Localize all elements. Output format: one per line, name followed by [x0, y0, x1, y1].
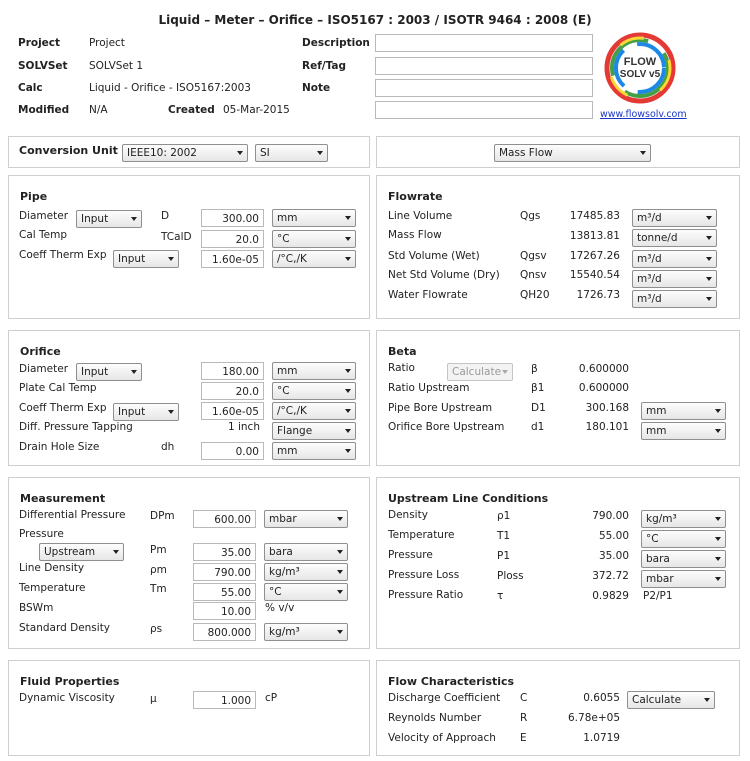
- chevron-down-icon: [640, 151, 646, 155]
- orifice-diameter-label: Diameter: [19, 363, 69, 375]
- beta-ratio-up-label: Ratio Upstream: [388, 382, 470, 394]
- unit-system-value: SI: [260, 147, 270, 159]
- created-value: 05-Mar-2015: [223, 104, 290, 116]
- beta-orifice-bore-symbol: d1: [531, 421, 545, 433]
- beta-ratio-up-value: 0.600000: [578, 382, 629, 394]
- measurement-std-density-input[interactable]: 800.000: [193, 623, 256, 641]
- beta-title: Beta: [388, 345, 417, 358]
- flowrate-line-volume-value: 17485.83: [569, 210, 620, 222]
- conversion-panel: [8, 136, 370, 168]
- upstream-density-symbol: ρ1: [497, 510, 511, 522]
- beta-pipe-bore-value: 300.168: [585, 402, 629, 414]
- upstream-temp-unit-select[interactable]: [641, 530, 726, 548]
- flowrate-water-unit-select[interactable]: [632, 290, 717, 308]
- upstream-pressure-value: 35.00: [598, 550, 629, 562]
- note-field[interactable]: [375, 79, 593, 97]
- flowrate-water-value: 1726.73: [576, 289, 620, 301]
- flowchar-re-symbol: R: [520, 712, 528, 724]
- flowrate-std-volume-unit-select[interactable]: [632, 250, 717, 268]
- measurement-dp-unit-select[interactable]: [264, 510, 348, 528]
- upstream-loss-label: Pressure Loss: [388, 569, 460, 581]
- beta-panel: [376, 330, 740, 466]
- flowrate-line-volume-unit-value: m³/d: [637, 212, 662, 224]
- pipe-coeff-mode-select[interactable]: [113, 250, 179, 268]
- chevron-down-icon: [706, 257, 712, 261]
- flowrate-mass-flow-value: 13813.81: [569, 230, 620, 242]
- flowrate-mass-flow-unit-value: tonne/d: [637, 232, 678, 244]
- upstream-pressure-unit-select[interactable]: [641, 550, 726, 568]
- chevron-down-icon: [131, 370, 137, 374]
- beta-ratio-mode-select[interactable]: [447, 363, 513, 381]
- measurement-pressure-label: Pressure: [19, 528, 64, 540]
- orifice-diameter-unit-value: mm: [277, 365, 298, 377]
- chevron-down-icon: [345, 389, 351, 393]
- flow-type-panel: [376, 136, 740, 168]
- upstream-ratio-label: Pressure Ratio: [388, 589, 464, 601]
- flowchar-cd-mode-select[interactable]: [627, 691, 715, 709]
- orifice-panel: [8, 330, 370, 466]
- beta-orifice-bore-unit-select[interactable]: [641, 422, 726, 440]
- measurement-density-unit-select[interactable]: [264, 563, 348, 581]
- measurement-std-density-label: Standard Density: [19, 622, 111, 634]
- pipe-diameter-input[interactable]: 300.00: [201, 209, 264, 227]
- flowchar-re-label: Reynolds Number: [388, 712, 482, 724]
- pipe-diameter-symbol: D: [161, 210, 170, 222]
- measurement-bsw-input[interactable]: 10.00: [193, 602, 256, 620]
- upstream-temp-label: Temperature: [388, 529, 455, 541]
- chevron-down-icon: [317, 151, 323, 155]
- flowchar-cd-symbol: C: [520, 692, 528, 704]
- beta-pipe-bore-symbol: D1: [531, 402, 546, 414]
- pipe-panel: [8, 175, 370, 319]
- pipe-diameter-label: Diameter: [19, 210, 69, 222]
- note-label: Note: [302, 82, 331, 94]
- logo-text-top: FLOW: [623, 56, 657, 68]
- pipe-caltemp-symbol: TCalD: [161, 231, 192, 243]
- measurement-temp-input[interactable]: 55.00: [193, 583, 256, 601]
- chevron-down-icon: [345, 449, 351, 453]
- upstream-density-unit-value: kg/m³: [646, 513, 677, 525]
- chevron-down-icon: [345, 237, 351, 241]
- pipe-caltemp-unit-value: °C: [277, 233, 290, 245]
- upstream-temp-value: 55.00: [598, 530, 629, 542]
- chevron-down-icon: [715, 557, 721, 561]
- beta-orifice-bore-label: Orifice Bore Upstream: [388, 421, 505, 433]
- conversion-label: Conversion Unit: [19, 144, 118, 157]
- description-field[interactable]: [375, 34, 593, 52]
- orifice-platecal-label: Plate Cal Temp: [19, 382, 97, 394]
- flowrate-std-volume-unit-value: m³/d: [637, 253, 662, 265]
- flowrate-net-std-unit-value: m³/d: [637, 273, 662, 285]
- solvset-label: SOLVSet: [18, 60, 68, 72]
- measurement-density-symbol: ρm: [150, 564, 167, 576]
- orifice-diameter-unit-select[interactable]: [272, 362, 356, 380]
- upstream-pressure-label: Pressure: [388, 549, 433, 561]
- flowchar-panel: [376, 660, 740, 756]
- measurement-panel: [8, 477, 370, 649]
- calc-label: Calc: [18, 82, 43, 94]
- upstream-temp-symbol: T1: [497, 530, 511, 542]
- flowchar-cd-label: Discharge Coefficient: [388, 692, 501, 704]
- upstream-ratio-value: 0.9829: [592, 590, 629, 602]
- beta-pipe-bore-label: Pipe Bore Upstream: [388, 402, 493, 414]
- conversion-standard-select[interactable]: [122, 144, 248, 162]
- measurement-density-unit-value: kg/m³: [269, 566, 300, 578]
- flowchar-va-value: 1.0719: [583, 732, 620, 744]
- upstream-pressure-symbol: P1: [497, 550, 511, 562]
- measurement-std-density-unit-value: kg/m³: [269, 626, 300, 638]
- pipe-coeff-unit-select[interactable]: [272, 250, 356, 268]
- modified-value: N/A: [89, 104, 108, 116]
- orifice-drain-label: Drain Hole Size: [19, 441, 100, 453]
- chevron-down-icon: [715, 429, 721, 433]
- orifice-coeff-unit-select[interactable]: [272, 402, 356, 420]
- flowrate-panel: [376, 175, 740, 319]
- page-title: Liquid – Meter – Orifice – ISO5167 : 2003 / ISOTR 9464 : 2008 (E): [158, 13, 592, 27]
- fluid-title: Fluid Properties: [20, 675, 120, 688]
- measurement-pressure-unit-value: bara: [269, 546, 293, 558]
- measurement-temp-symbol: Tm: [150, 583, 167, 595]
- chevron-down-icon: [706, 297, 712, 301]
- orifice-tapping-value: 1 inch: [227, 421, 260, 433]
- flowrate-std-volume-value: 17267.26: [569, 250, 620, 262]
- upstream-title: Upstream Line Conditions: [388, 492, 549, 505]
- pipe-coeff-mode-value: Input: [118, 253, 146, 265]
- upstream-density-value: 790.00: [592, 510, 629, 522]
- pipe-coeff-unit-value: /°C,/K: [277, 253, 307, 265]
- created-label: Created: [168, 104, 215, 116]
- flowrate-water-unit-value: m³/d: [637, 293, 662, 305]
- beta-ratio-label: Ratio: [388, 362, 415, 374]
- chevron-down-icon: [715, 537, 721, 541]
- orifice-coeff-mode-select[interactable]: [113, 403, 179, 421]
- chevron-down-icon: [337, 590, 343, 594]
- chevron-down-icon: [337, 550, 343, 554]
- pipe-diameter-unit-value: mm: [277, 212, 298, 224]
- pipe-coeff-input[interactable]: 1.60e-05: [201, 250, 264, 268]
- measurement-dp-unit-value: mbar: [269, 513, 297, 525]
- measurement-density-input[interactable]: 790.00: [193, 563, 256, 581]
- chevron-down-icon: [168, 410, 174, 414]
- chevron-down-icon: [337, 517, 343, 521]
- chevron-down-icon: [345, 429, 351, 433]
- orifice-drain-input[interactable]: 0.00: [201, 442, 264, 460]
- chevron-down-icon: [345, 216, 351, 220]
- orifice-drain-unit-value: mm: [277, 445, 298, 457]
- upstream-density-label: Density: [388, 509, 428, 521]
- unit-system-select[interactable]: [255, 144, 328, 162]
- flowrate-mass-flow-label: Mass Flow: [388, 229, 442, 241]
- upstream-loss-unit-select[interactable]: [641, 570, 726, 588]
- upstream-pressure-unit-value: bara: [646, 553, 670, 565]
- measurement-temp-unit-value: °C: [269, 586, 282, 598]
- reftag-field[interactable]: [375, 57, 593, 75]
- chevron-down-icon: [113, 550, 119, 554]
- measurement-dp-input[interactable]: 600.00: [193, 510, 256, 528]
- chevron-down-icon: [706, 236, 712, 240]
- pipe-diameter-mode-value: Input: [81, 213, 109, 225]
- flowchar-re-value: 6.78e+05: [568, 712, 620, 724]
- flowchar-cd-value: 0.6055: [583, 692, 620, 704]
- flow-type-value: Mass Flow: [499, 147, 553, 159]
- chevron-down-icon: [715, 517, 721, 521]
- measurement-temp-label: Temperature: [19, 582, 86, 594]
- pipe-coeff-label: Coeff Therm Exp: [19, 249, 107, 261]
- orifice-tapping-label: Diff. Pressure Tapping: [19, 421, 133, 433]
- pipe-diameter-mode-select[interactable]: [76, 210, 142, 228]
- chevron-down-icon: [337, 630, 343, 634]
- pipe-caltemp-unit-select[interactable]: [272, 230, 356, 248]
- measurement-bsw-label: BSWm: [19, 602, 54, 614]
- orifice-platecal-input[interactable]: 20.0: [201, 382, 264, 400]
- orifice-coeff-unit-value: /°C,/K: [277, 405, 307, 417]
- chevron-down-icon: [345, 257, 351, 261]
- orifice-diameter-mode-select[interactable]: [76, 363, 142, 381]
- orifice-tapping-type-select[interactable]: [272, 422, 356, 440]
- measurement-title: Measurement: [20, 492, 106, 505]
- logo-text-bottom: SOLV v5: [619, 69, 661, 80]
- flowrate-line-volume-symbol: Qgs: [520, 210, 541, 222]
- measurement-pressure-input[interactable]: 35.00: [193, 543, 256, 561]
- orifice-platecal-unit-value: °C: [277, 385, 290, 397]
- orifice-coeff-label: Coeff Therm Exp: [19, 402, 107, 414]
- beta-ratio-value: 0.600000: [578, 363, 629, 375]
- measurement-pressure-unit-select[interactable]: [264, 543, 348, 561]
- beta-ratio-mode-value: Calculate: [452, 366, 502, 378]
- measurement-pressure-location-value: Upstream: [44, 546, 96, 558]
- orifice-coeff-input[interactable]: 1.60e-05: [201, 402, 264, 420]
- calc-value: Liquid - Orifice - ISO5167:2003: [89, 82, 251, 94]
- measurement-dp-label: Differential Pressure: [19, 509, 126, 521]
- orifice-title: Orifice: [20, 345, 61, 358]
- measurement-density-label: Line Density: [19, 562, 85, 574]
- solvset-value: SOLVSet 1: [89, 60, 144, 72]
- orifice-diameter-input[interactable]: 180.00: [201, 362, 264, 380]
- upstream-ratio-unit: P2/P1: [643, 590, 673, 602]
- flowsolv-logo: [601, 30, 679, 106]
- reftag-label: Ref/Tag: [302, 60, 347, 72]
- pipe-title: Pipe: [20, 190, 48, 203]
- flowrate-line-volume-unit-select[interactable]: [632, 209, 717, 227]
- description-label: Description: [302, 37, 370, 49]
- chevron-down-icon: [704, 698, 710, 702]
- flowchar-va-symbol: E: [520, 732, 527, 744]
- flowrate-net-std-label: Net Std Volume (Dry): [388, 269, 500, 281]
- beta-pipe-bore-unit-select[interactable]: [641, 402, 726, 420]
- upstream-loss-symbol: Ploss: [497, 570, 524, 582]
- orifice-drain-unit-select[interactable]: [272, 442, 356, 460]
- chevron-down-icon: [237, 151, 243, 155]
- fluid-viscosity-symbol: μ: [150, 693, 157, 705]
- orifice-diameter-mode-value: Input: [81, 366, 109, 378]
- measurement-std-density-symbol: ρs: [150, 623, 163, 635]
- project-value: Project: [89, 37, 125, 49]
- chevron-down-icon: [706, 277, 712, 281]
- flowrate-water-label: Water Flowrate: [388, 289, 468, 301]
- fluid-panel: [8, 660, 370, 756]
- flowrate-std-volume-symbol: Qgsv: [520, 250, 547, 262]
- beta-orifice-bore-value: 180.101: [585, 421, 629, 433]
- upstream-density-unit-select[interactable]: [641, 510, 726, 528]
- upstream-ratio-symbol: τ: [497, 590, 504, 602]
- pipe-diameter-unit-select[interactable]: [272, 209, 356, 227]
- orifice-tapping-type-value: Flange: [277, 425, 313, 437]
- orifice-platecal-unit-select[interactable]: [272, 382, 356, 400]
- chevron-down-icon: [345, 409, 351, 413]
- flowrate-std-volume-label: Std Volume (Wet): [388, 250, 480, 262]
- upstream-loss-value: 372.72: [592, 570, 629, 582]
- upstream-panel: [376, 477, 740, 649]
- flowrate-water-symbol: QH20: [520, 289, 550, 301]
- beta-orifice-bore-unit-value: mm: [646, 425, 667, 437]
- chevron-down-icon: [715, 577, 721, 581]
- flowrate-net-std-value: 15540.54: [569, 269, 620, 281]
- beta-pipe-bore-unit-value: mm: [646, 405, 667, 417]
- measurement-pressure-location-select[interactable]: [39, 543, 124, 561]
- chevron-down-icon: [706, 216, 712, 220]
- orifice-coeff-mode-value: Input: [118, 406, 146, 418]
- flowchar-va-label: Velocity of Approach: [388, 732, 496, 744]
- upstream-loss-unit-value: mbar: [646, 573, 674, 585]
- flowrate-net-std-unit-select[interactable]: [632, 270, 717, 288]
- flowrate-net-std-symbol: Qnsv: [520, 269, 547, 281]
- measurement-pressure-symbol: Pm: [150, 544, 167, 556]
- measurement-bsw-unit: % v/v: [265, 602, 295, 614]
- orifice-drain-symbol: dh: [161, 441, 175, 453]
- chevron-down-icon: [345, 369, 351, 373]
- measurement-std-density-unit-select[interactable]: [264, 623, 348, 641]
- modified-label: Modified: [18, 104, 70, 116]
- website-link[interactable]: www.flowsolv.com: [600, 109, 687, 120]
- fluid-viscosity-unit: cP: [265, 692, 278, 704]
- extra-field[interactable]: [375, 101, 593, 119]
- fluid-viscosity-label: Dynamic Viscosity: [19, 692, 115, 704]
- beta-ratio-up-symbol: β1: [531, 382, 545, 394]
- flowchar-cd-mode-value: Calculate: [632, 694, 682, 706]
- flow-type-select[interactable]: [494, 144, 651, 162]
- beta-ratio-symbol: β: [531, 363, 538, 375]
- measurement-dp-symbol: DPm: [150, 510, 175, 522]
- flowrate-title: Flowrate: [388, 190, 443, 203]
- chevron-down-icon: [168, 257, 174, 261]
- fluid-viscosity-input[interactable]: 1.000: [193, 691, 256, 709]
- flowchar-title: Flow Characteristics: [388, 675, 515, 688]
- chevron-down-icon: [131, 217, 137, 221]
- upstream-temp-unit-value: °C: [646, 533, 659, 545]
- flowrate-mass-flow-unit-select[interactable]: [632, 229, 717, 247]
- pipe-caltemp-input[interactable]: 20.0: [201, 230, 264, 248]
- chevron-down-icon: [715, 409, 721, 413]
- conversion-standard-value: IEEE10: 2002: [127, 147, 197, 159]
- pipe-caltemp-label: Cal Temp: [19, 229, 68, 241]
- project-label: Project: [18, 37, 61, 49]
- measurement-temp-unit-select[interactable]: [264, 583, 348, 601]
- chevron-down-icon: [337, 570, 343, 574]
- chevron-down-icon: [502, 370, 508, 374]
- flowrate-line-volume-label: Line Volume: [388, 210, 453, 222]
